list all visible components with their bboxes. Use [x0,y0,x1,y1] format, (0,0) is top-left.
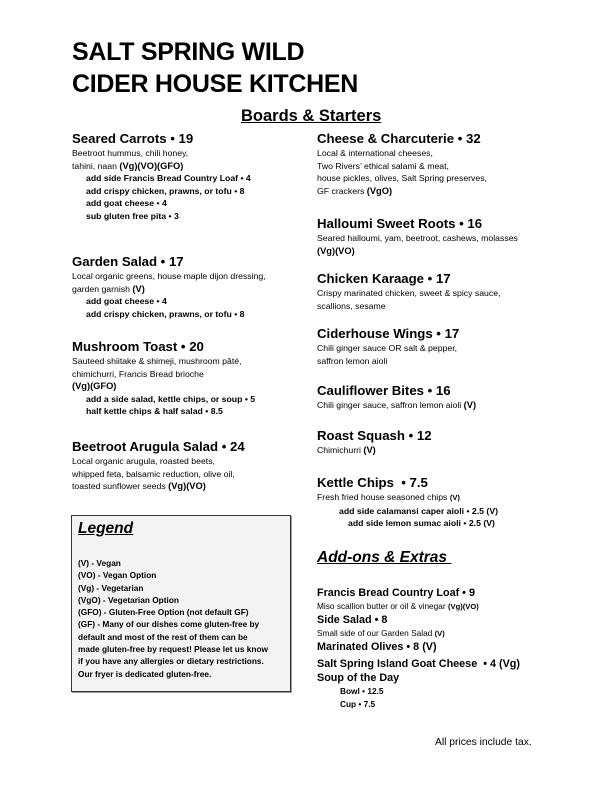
legend-line: (Vg) - Vegetarian [78,582,144,593]
item-desc: Seared halloumi, yam, beetroot, cashews, molasses [317,233,518,243]
menu-item-beetroot-arugula-salad [72,438,307,493]
addon-option: add a side salad, kettle chips, or soup • 5 [86,393,256,404]
item-desc [317,399,567,412]
tax-note: All prices include tax. [435,737,532,748]
item-desc: Chili ginger sauce OR salt & pepper, [317,343,458,353]
menu-item-garden-salad [72,253,307,320]
item-desc-line: GF crackers [317,185,365,196]
item-desc-line: toasted sunflower seeds [72,481,166,491]
dietary-tags: (V) [363,445,376,455]
boards-starters-heading: Boards & Starters [241,107,382,125]
item-desc: chimichurri, Francis Bread brioche [72,368,204,379]
item-desc [72,160,307,173]
dietary-tags: (Vg)(VO)(GFO) [119,160,184,171]
legend-line: (VO) - Vegan Option [78,570,157,581]
addon-option: add side Francis Bread Country Loaf • 4 [86,173,251,183]
menu-item-chicken-karaage [317,270,567,312]
item-desc [317,600,567,613]
legend-line: default and most of the rest of them can be [78,631,248,642]
item-name: Kettle Chips • 7.5 [317,475,428,490]
item-name: Marinated Olives • 8 (V) [317,641,437,653]
addons-extras-heading: Add-ons & Extras [317,549,452,566]
item-desc-line: tahini, naan [72,160,117,171]
item-desc-line: Chimichurri [317,445,361,455]
legend-line: (V) - Vegan [78,558,121,568]
item-desc: Beetroot hummus, chili honey, [72,148,189,158]
item-desc-line: Chili ginger sauce, saffron lemon aioli [317,400,462,410]
menu-item-roast-squash [317,427,567,457]
item-name: Garden Salad • 17 [72,254,184,269]
dietary-tags: (Vg)(GFO) [72,381,117,391]
item-name: Side Salad • 8 [317,614,388,626]
item-desc [317,444,567,457]
item-name: Francis Bread Country Loaf • 9 [317,587,475,599]
item-desc [72,480,307,493]
item-desc: scallions, sesame [317,300,386,311]
dietary-tags: (V) [463,400,477,410]
addon-option: half kettle chips & half salad • 8.5 [86,406,223,416]
item-desc-line: Fresh fried house seasoned chips [317,492,448,502]
legend-title: Legend [78,520,134,537]
item-desc-line: garden garnish [72,283,130,294]
menu-item-cheese-charcuterie [317,130,567,197]
addon-option: add crispy chicken, prawns, or tofu • 8 [86,308,245,319]
item-name: Soup of the Day [317,672,400,684]
item-name: Mushroom Toast • 20 [72,339,204,354]
soup-option-bowl: Bowl • 12.5 [340,686,384,696]
addons-extras-list [317,586,567,711]
menu-item-kettle-chips [317,474,567,530]
addon-option: add goat cheese • 4 [86,198,167,208]
item-desc: Local organic arugula, roasted beets, [72,456,215,466]
dietary-tags: (Vg)(VO) [168,481,206,491]
extra-item-marinated-olives [317,640,567,654]
item-desc: Local organic greens, house maple dijon dressing, [72,271,266,281]
extra-item-francis-bread [317,586,567,613]
item-name: Seared Carrots • 19 [72,131,194,146]
item-desc-line: Miso scallion butter or oil & vinegar [317,601,446,611]
item-desc [317,627,567,640]
item-name: Cauliflower Bites • 16 [317,383,451,398]
item-desc [317,185,567,198]
item-name: Beetroot Arugula Salad • 24 [72,439,245,454]
addon-option: add side calamansi caper aioli • 2.5 (V) [339,505,499,516]
item-desc: Local & international cheeses, [317,148,433,158]
legend-line: (VgO) - Vegetarian Option [78,594,179,605]
legend-list [78,557,288,680]
extra-item-side-salad [317,613,567,640]
item-desc: saffron lemon aioli [317,355,388,366]
item-desc: Crispy marinated chicken, sweet & spicy sauce, [317,288,501,298]
item-name: Halloumi Sweet Roots • 16 [317,216,483,231]
soup-option-cup: Cup • 7.5 [340,699,376,709]
item-name: Chicken Karaage • 17 [317,271,451,286]
item-desc: house pickles, olives, Salt Spring preserves, [317,173,487,183]
extra-item-soup-of-the-day [317,671,567,711]
dietary-tags: (Vg)(VO) [447,602,479,611]
addon-option: add side lemon sumac aioli • 2.5 (V) [348,518,495,528]
addon-option: add goat cheese • 4 [86,296,167,306]
item-name: Salt Spring Island Goat Cheese • 4 (Vg) [317,658,520,670]
legend-line: (GF) - Many of our dishes come gluten-free by [78,619,260,630]
title-line-1: SALT SPRING WILD [72,38,305,66]
addon-option: sub gluten free pita • 3 [86,210,179,221]
legend-line: made gluten-free by request! Please let us know [78,644,268,655]
dietary-tags: (V) [434,629,445,638]
menu-item-halloumi-sweet-roots [317,215,567,257]
item-desc: Sauteed shiitake & shimeji, mushroom pâté, [72,356,242,366]
extra-item-goat-cheese [317,657,567,671]
dietary-tags: (Vg)(VO) [317,245,355,256]
item-desc: whipped feta, balsamic reduction, olive oil, [72,468,235,479]
dietary-tags: (VgO) [366,185,393,196]
item-desc-line: Small side of our Garden Salad [317,628,433,638]
item-name: Roast Squash • 12 [317,428,432,443]
restaurant-title [72,36,358,100]
menu-item-mushroom-toast [72,338,307,418]
legend-line: if you have any allergies or dietary restrictions. [78,656,264,667]
legend-line: (GFO) - Gluten-Free Option (not default GF) [78,607,249,618]
item-desc [317,491,567,505]
menu-item-ciderhouse-wings [317,325,567,367]
legend-box [71,515,291,692]
title-line-2: CIDER HOUSE KITCHEN [72,70,358,98]
menu-item-cauliflower-bites [317,382,567,412]
item-name: Ciderhouse Wings • 17 [317,326,460,341]
dietary-tags: (V) [132,283,145,294]
item-desc [72,283,307,296]
dietary-tags: (V) [449,493,460,502]
legend-line: Our fryer is dedicated gluten-free. [78,668,212,679]
item-desc: Two Rivers’ ethical salami & meat, [317,160,449,171]
addon-option: add crispy chicken, prawns, or tofu • 8 [86,185,245,196]
menu-item-seared-carrots [72,130,307,222]
item-name: Cheese & Charcuterie • 32 [317,131,481,146]
